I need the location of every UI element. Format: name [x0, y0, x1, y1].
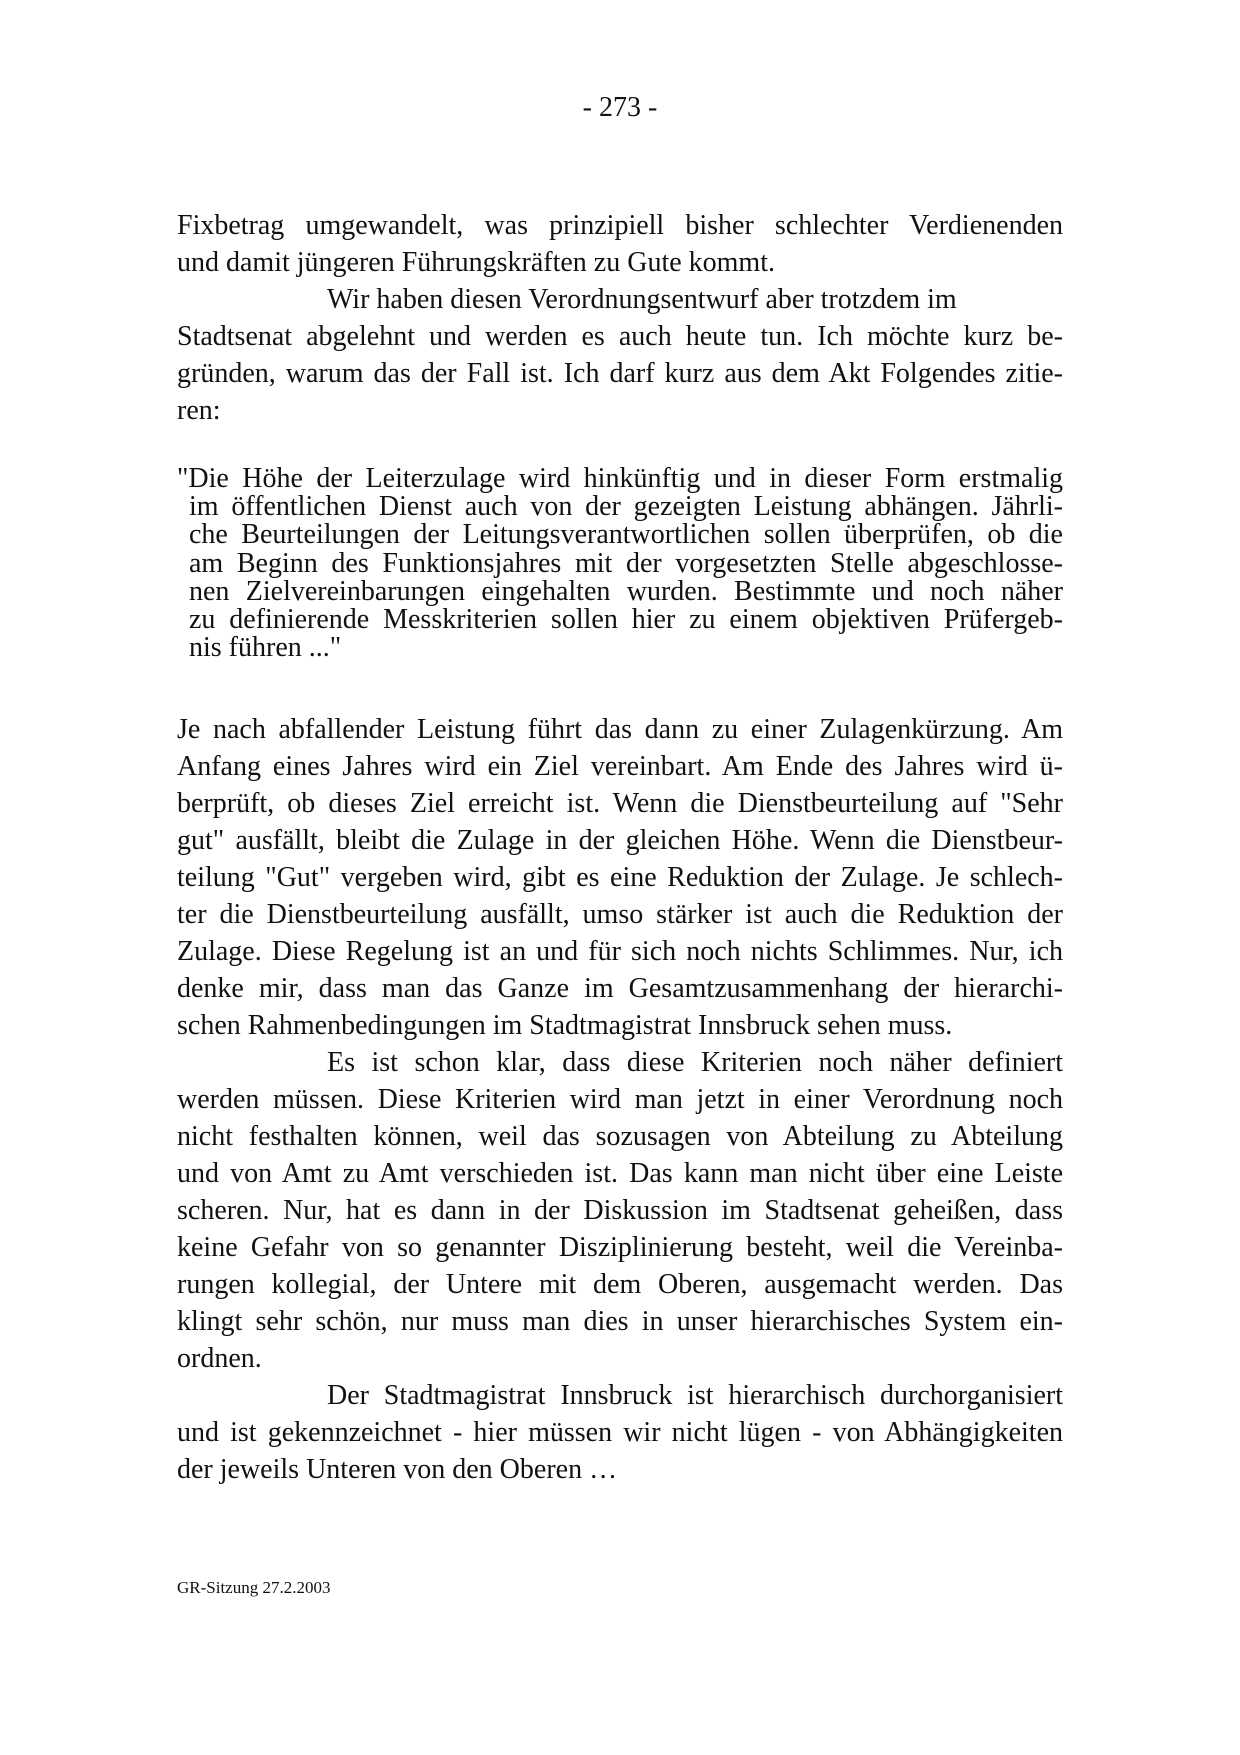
text-line: und von Amt zu Amt verschieden ist. Das kann man nicht über eine Leiste — [177, 1158, 1063, 1189]
footer-session-date: GR-Sitzung 27.2.2003 — [177, 1578, 331, 1597]
text-line: ter die Dienstbeurteilung ausfällt, umso stärker ist auch die Reduktion der — [177, 899, 1063, 930]
text-line: Stadtsenat abgelehnt und werden es auch heute tun. Ich möchte kurz be- — [177, 321, 1063, 352]
text-line: Fixbetrag umgewandelt, was prinzipiell bisher schlechter Verdienenden — [177, 210, 1063, 241]
text-line: gut" ausfällt, bleibt die Zulage in der gleichen Höhe. Wenn die Dienstbeur- — [177, 825, 1063, 856]
text-line: klingt sehr schön, nur muss man dies in unser hierarchisches System ein- — [177, 1306, 1063, 1337]
text-line: werden müssen. Diese Kriterien wird man jetzt in einer Verordnung noch — [177, 1084, 1063, 1115]
text-line: Zulage. Diese Regelung ist an und für sich noch nichts Schlimmes. Nur, ich — [177, 936, 1063, 967]
text-line: Es ist schon klar, dass diese Kriterien noch näher definiert — [327, 1047, 1063, 1078]
text-line: Anfang eines Jahres wird ein Ziel vereinbart. Am Ende des Jahres wird ü- — [177, 751, 1063, 782]
quote-line: nis führen ..." — [189, 632, 342, 664]
quote-line: che Beurteilungen der Leitungsverantwortlichen sollen überprüfen, ob die — [189, 519, 1063, 551]
text-line: und ist gekennzeichnet - hier müssen wir nicht lügen - von Abhängigkeiten — [177, 1417, 1063, 1448]
quote-line: im öffentlichen Dienst auch von der gezeigten Leistung abhängen. Jährli- — [189, 491, 1063, 523]
paragraph-2 — [177, 281, 1063, 429]
text-line: ren: — [177, 395, 221, 426]
text-line: gründen, warum das der Fall ist. Ich darf kurz aus dem Akt Folgendes zitie- — [177, 358, 1063, 389]
text-line: der jeweils Unteren von den Oberen … — [177, 1454, 618, 1485]
quote-line: am Beginn des Funktionsjahres mit der vorgesetzten Stelle abgeschlosse- — [189, 547, 1063, 579]
text-line: berprüft, ob dieses Ziel erreicht ist. Wenn die Dienstbeurteilung auf "Sehr — [177, 788, 1063, 819]
text-line: teilung "Gut" vergeben wird, gibt es eine Reduktion der Zulage. Je schlech- — [177, 862, 1063, 893]
paragraph-3 — [177, 711, 1063, 1044]
text-line: ordnen. — [177, 1343, 262, 1374]
quote-line: "Die Höhe der Leiterzulage wird hinkünftig und in dieser Form erstmalig — [177, 463, 1063, 494]
quote-line: zu definierende Messkriterien sollen hier zu einem objektiven Prüfergeb- — [189, 603, 1063, 635]
text-line: Je nach abfallender Leistung führt das dann zu einer Zulagenkürzung. Am — [177, 714, 1063, 745]
paragraph-4 — [177, 1044, 1063, 1377]
paragraph-5 — [177, 1377, 1063, 1488]
text-line: nicht festhalten können, weil das sozusagen von Abteilung zu Abteilung — [177, 1121, 1063, 1152]
text-line: keine Gefahr von so genannter Disziplinierung besteht, weil die Vereinba- — [177, 1232, 1063, 1263]
text-line: scheren. Nur, hat es dann in der Diskussion im Stadtsenat geheißen, dass — [177, 1195, 1063, 1226]
block-quote — [177, 465, 1063, 662]
page-number: - 273 - — [582, 92, 658, 123]
text-line: Der Stadtmagistrat Innsbruck ist hierarchisch durchorganisiert — [327, 1380, 1063, 1411]
text-line: rungen kollegial, der Untere mit dem Oberen, ausgemacht werden. Das — [177, 1269, 1063, 1300]
text-line: Wir haben diesen Verordnungsentwurf aber trotzdem im — [327, 284, 957, 315]
text-line: schen Rahmenbedingungen im Stadtmagistrat Innsbruck sehen muss. — [177, 1010, 953, 1041]
text-line: denke mir, dass man das Ganze im Gesamtzusammenhang der hierarchi- — [177, 973, 1063, 1004]
paragraph-1 — [177, 207, 1063, 281]
quote-line: nen Zielvereinbarungen eingehalten wurden. Bestimmte und noch näher — [189, 575, 1063, 607]
text-line: und damit jüngeren Führungskräften zu Gute kommt. — [177, 247, 775, 278]
